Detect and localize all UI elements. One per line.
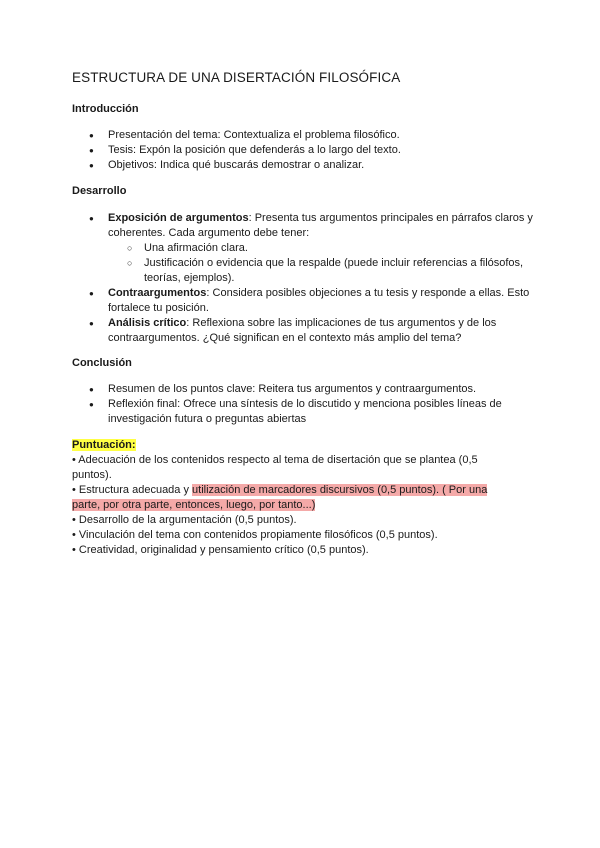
scoring-line-text: • Estructura adecuada y: [72, 484, 193, 496]
item-text: : Reflexiona sobre las implicaciones de tus argumentos y de los contraargumentos. ¿Qué significan en el contexto más amplio del tema?: [108, 317, 497, 344]
scoring-line: • Desarrollo de la argumentación (0,5 puntos).: [72, 514, 297, 526]
item-text: : Presenta tus argumentos principales en párrafos claros y coherentes. Cada argumento debe tener:: [108, 212, 533, 239]
document-title: ESTRUCTURA DE UNA DISERTACIÓN FILOSÓFICA: [72, 70, 401, 85]
conclusion-list: [72, 382, 542, 427]
scoring-line: • Vinculación del tema con contenidos propiamente filosóficos (0,5 puntos).: [72, 529, 438, 541]
puntuacion-block: [72, 438, 492, 558]
desarrollo-list: [72, 211, 542, 346]
sub-list-item: ○ Una afirmación clara.: [108, 241, 542, 256]
section-heading-conclusion: Conclusión: [72, 357, 132, 369]
item-text: : Considera posibles objeciones a tu tesis y responde a ellas. Esto fortalece tu posición.: [108, 287, 530, 314]
puntuacion-heading: Puntuación:: [72, 439, 136, 451]
list-item: ● Reflexión final: Ofrece una síntesis de lo discutido y menciona posibles líneas de investigación futura o preguntas abiertas: [72, 397, 542, 427]
section-heading-introduccion: Introducción: [72, 103, 139, 115]
scoring-line: [72, 483, 492, 513]
list-item: ● Presentación del tema: Contextualiza el problema filosófico.: [72, 128, 542, 143]
list-item: [72, 316, 542, 346]
list-item: [72, 211, 542, 286]
item-term: Exposición de argumentos: [108, 212, 249, 224]
item-term: Contraargumentos: [108, 287, 207, 299]
scoring-line: • Adecuación de los contenidos respecto al tema de disertación que se plantea (0,5 puntos).: [72, 454, 478, 481]
sub-list: [108, 241, 542, 286]
list-item: ● Tesis: Expón la posición que defenderás a lo largo del texto.: [72, 143, 542, 158]
sub-list-item: ○ Justificación o evidencia que la respalde (puede incluir referencias a filósofos, teorías, ejemplos).: [108, 256, 542, 286]
item-term: Análisis crítico: [108, 317, 187, 329]
highlighted-text: utilización de marcadores discursivos (0,5 puntos). ( Por una parte, por otra parte, entonces, luego, por tanto...): [72, 484, 488, 511]
scoring-line: • Creatividad, originalidad y pensamiento crítico (0,5 puntos).: [72, 544, 369, 556]
list-item: ● Resumen de los puntos clave: Reitera tus argumentos y contraargumentos.: [72, 382, 542, 397]
introduccion-list: [72, 128, 542, 173]
section-heading-desarrollo: Desarrollo: [72, 185, 127, 197]
list-item: ● Objetivos: Indica qué buscarás demostrar o analizar.: [72, 158, 542, 173]
list-item: [72, 286, 542, 316]
